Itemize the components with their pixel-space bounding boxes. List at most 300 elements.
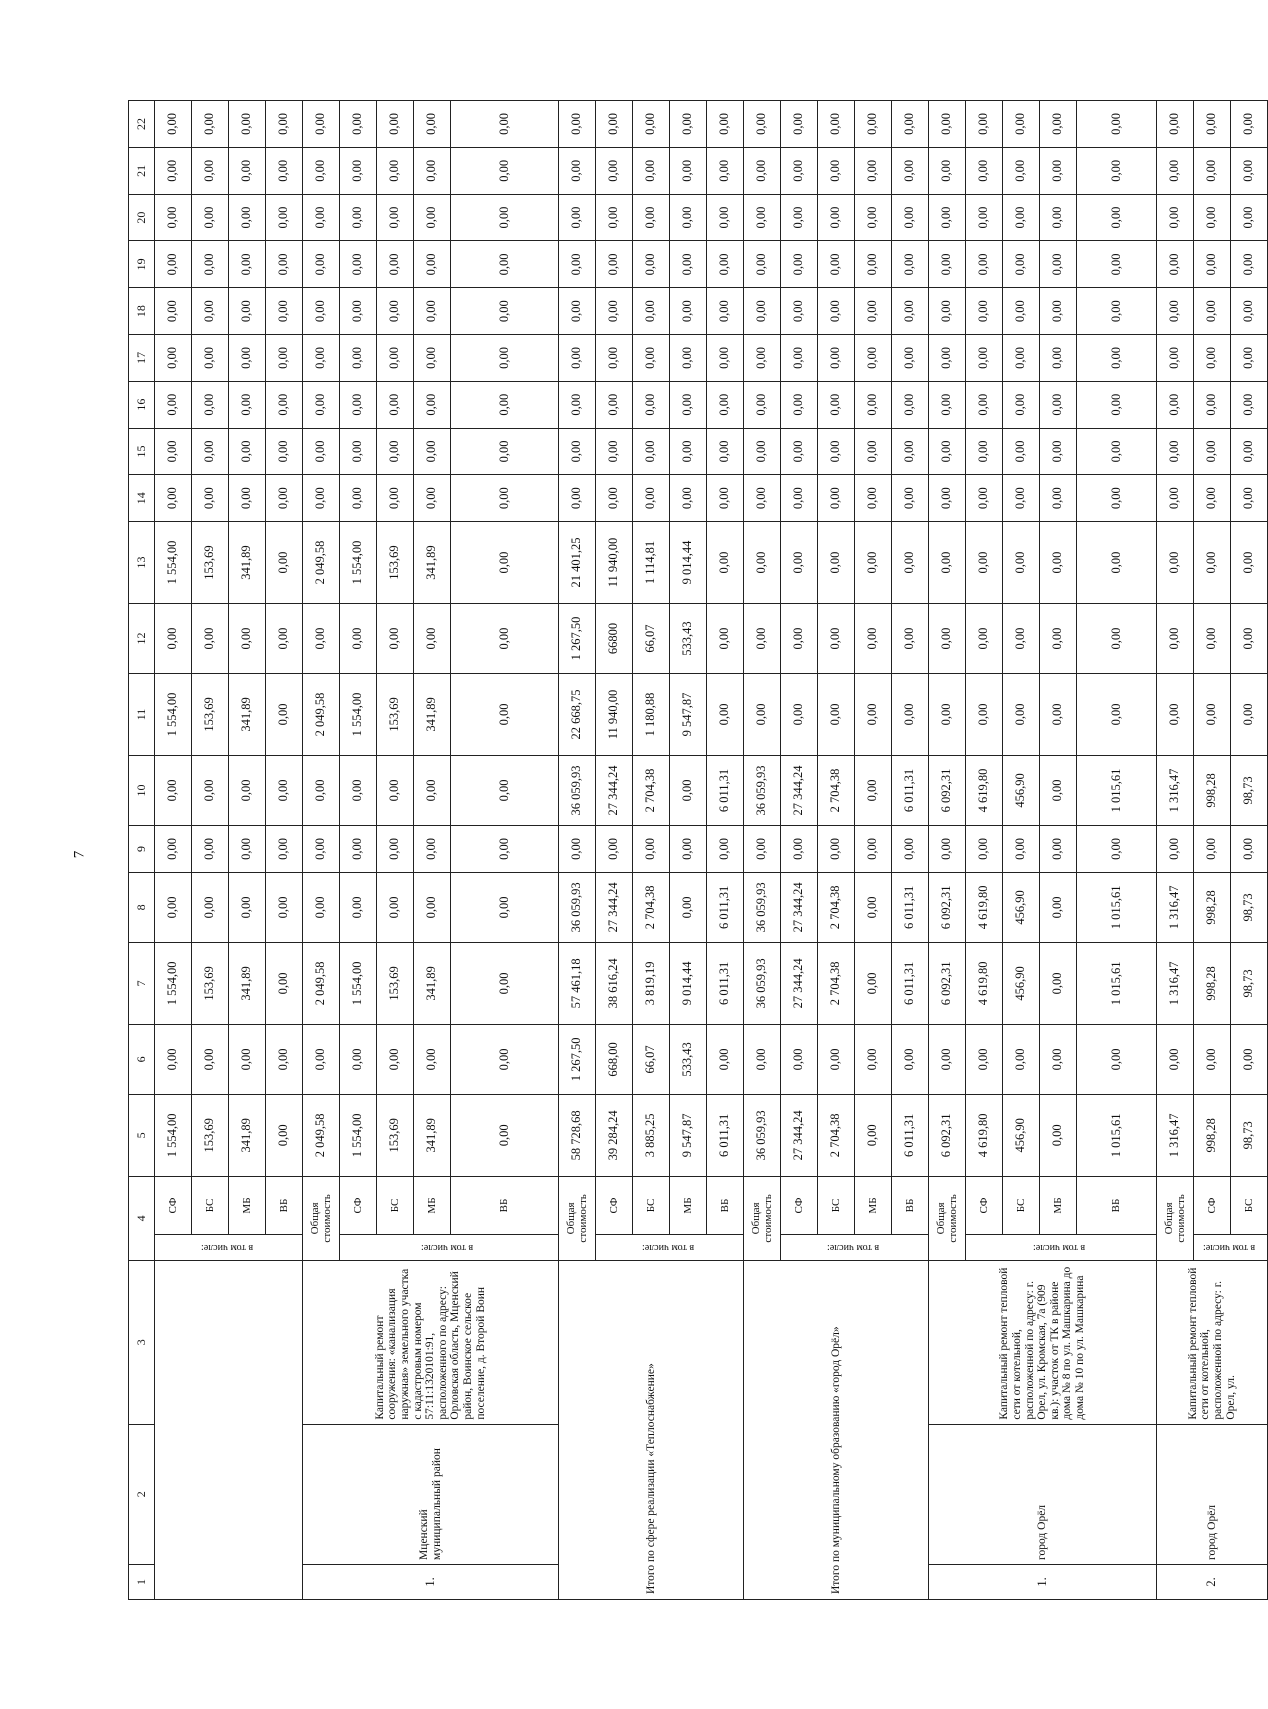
value-cell: 0,00: [451, 147, 559, 194]
value-cell: 0,00: [1040, 1094, 1077, 1176]
value-cell: 0,00: [707, 603, 744, 673]
value-cell: 0,00: [670, 194, 707, 241]
value-cell: 1 015,61: [1077, 872, 1157, 942]
value-cell: 1 015,61: [1077, 942, 1157, 1024]
district-name: Мценский муниципальный район: [303, 1424, 559, 1564]
value-cell: 0,00: [744, 147, 781, 194]
value-cell: 0,00: [303, 101, 340, 148]
value-cell: 341,89: [229, 1094, 266, 1176]
value-cell: 4 619,80: [966, 755, 1003, 825]
in-total-label: [340, 1235, 559, 1261]
value-cell: 0,00: [414, 872, 451, 942]
value-cell: 0,00: [781, 1024, 818, 1094]
value-cell: 0,00: [966, 147, 1003, 194]
value-cell: 0,00: [929, 522, 966, 604]
value-cell: 341,89: [414, 942, 451, 1024]
value-cell: 1 267,50: [559, 1024, 596, 1094]
value-cell: 0,00: [377, 101, 414, 148]
value-cell: 0,00: [266, 522, 303, 604]
value-cell: 0,00: [744, 428, 781, 475]
value-cell: 0,00: [1231, 335, 1268, 382]
funding-table: [128, 100, 1268, 1600]
value-cell: 0,00: [596, 826, 633, 873]
value-cell: 0,00: [155, 147, 192, 194]
value-cell: 0,00: [559, 241, 596, 288]
value-cell: 0,00: [377, 428, 414, 475]
value-cell: 0,00: [1077, 603, 1157, 673]
value-cell: 0,00: [670, 147, 707, 194]
value-cell: 0,00: [781, 522, 818, 604]
value-cell: 4 619,80: [966, 872, 1003, 942]
value-cell: 0,00: [1003, 241, 1040, 288]
value-cell: 0,00: [303, 288, 340, 335]
value-cell: 0,00: [340, 428, 377, 475]
value-cell: 0,00: [966, 101, 1003, 148]
header-number: 12: [129, 603, 155, 673]
value-cell: 341,89: [229, 522, 266, 604]
header-number: 20: [129, 194, 155, 241]
value-cell: 3 819,19: [633, 942, 670, 1024]
value-cell: 0,00: [966, 475, 1003, 522]
value-cell: 0,00: [1157, 381, 1194, 428]
value-cell: 6 011,31: [707, 872, 744, 942]
value-cell: 0,00: [1194, 522, 1231, 604]
value-cell: 22 668,75: [559, 674, 596, 756]
value-cell: 0,00: [1231, 288, 1268, 335]
value-cell: 0,00: [377, 147, 414, 194]
value-cell: 36 059,93: [744, 872, 781, 942]
value-cell: 0,00: [377, 241, 414, 288]
value-cell: 0,00: [266, 826, 303, 873]
value-cell: 1 554,00: [340, 674, 377, 756]
value-cell: 0,00: [1003, 603, 1040, 673]
value-cell: 341,89: [229, 674, 266, 756]
value-cell: 0,00: [1231, 147, 1268, 194]
value-cell: 58 728,68: [559, 1094, 596, 1176]
value-cell: 153,69: [192, 1094, 229, 1176]
value-cell: 0,00: [1157, 335, 1194, 382]
value-cell: 153,69: [192, 942, 229, 1024]
value-cell: 0,00: [303, 335, 340, 382]
value-cell: 0,00: [192, 288, 229, 335]
value-cell: 341,89: [414, 674, 451, 756]
value-cell: 0,00: [707, 1024, 744, 1094]
value-cell: 6 011,31: [892, 1094, 929, 1176]
value-cell: 0,00: [781, 241, 818, 288]
value-cell: 0,00: [192, 872, 229, 942]
header-number: 14: [129, 475, 155, 522]
value-cell: 0,00: [892, 147, 929, 194]
value-cell: 0,00: [414, 428, 451, 475]
value-cell: 0,00: [744, 1024, 781, 1094]
table-row: [929, 101, 966, 1600]
value-cell: 0,00: [559, 335, 596, 382]
value-cell: 0,00: [1040, 1024, 1077, 1094]
value-cell: 0,00: [266, 241, 303, 288]
value-cell: 0,00: [192, 1024, 229, 1094]
value-cell: 0,00: [744, 194, 781, 241]
value-cell: 6 092,31: [929, 755, 966, 825]
header-number: 3: [129, 1260, 155, 1424]
value-cell: 0,00: [1040, 428, 1077, 475]
header-number: 2: [129, 1424, 155, 1564]
value-cell: 0,00: [929, 194, 966, 241]
value-cell: 6 092,31: [929, 872, 966, 942]
value-cell: 0,00: [1157, 194, 1194, 241]
value-cell: 0,00: [1003, 381, 1040, 428]
value-cell: 0,00: [929, 241, 966, 288]
value-cell: 1 015,61: [1077, 1094, 1157, 1176]
value-cell: 0,00: [929, 101, 966, 148]
value-cell: 0,00: [781, 826, 818, 873]
value-cell: 0,00: [155, 241, 192, 288]
value-cell: 0,00: [855, 288, 892, 335]
value-cell: 0,00: [892, 1024, 929, 1094]
value-cell: 0,00: [1040, 674, 1077, 756]
value-cell: 6 092,31: [929, 942, 966, 1024]
value-cell: 0,00: [451, 1094, 559, 1176]
value-cell: 0,00: [818, 428, 855, 475]
funding-type: МБ: [229, 1176, 266, 1234]
value-cell: 0,00: [155, 475, 192, 522]
value-cell: 0,00: [1003, 475, 1040, 522]
header-number: 5: [129, 1094, 155, 1176]
value-cell: 1 316,47: [1157, 755, 1194, 825]
value-cell: 0,00: [1194, 194, 1231, 241]
value-cell: 2 049,58: [303, 674, 340, 756]
value-cell: 0,00: [707, 428, 744, 475]
value-cell: 0,00: [266, 428, 303, 475]
value-cell: 0,00: [559, 147, 596, 194]
value-cell: 0,00: [1040, 872, 1077, 942]
value-cell: 0,00: [781, 674, 818, 756]
value-cell: 0,00: [192, 826, 229, 873]
value-cell: 0,00: [633, 288, 670, 335]
value-cell: 0,00: [818, 603, 855, 673]
value-cell: 0,00: [781, 381, 818, 428]
value-cell: 0,00: [340, 826, 377, 873]
funding-type: Общая стоимость: [1157, 1176, 1194, 1260]
value-cell: 153,69: [377, 674, 414, 756]
value-cell: 98,73: [1231, 942, 1268, 1024]
value-cell: 0,00: [1194, 101, 1231, 148]
value-cell: 0,00: [892, 241, 929, 288]
value-cell: 0,00: [670, 755, 707, 825]
funding-type: БС: [1231, 1176, 1268, 1234]
value-cell: 998,28: [1194, 755, 1231, 825]
value-cell: 0,00: [192, 603, 229, 673]
header-number: 11: [129, 674, 155, 756]
value-cell: 9 547,87: [670, 674, 707, 756]
value-cell: 6 011,31: [707, 1094, 744, 1176]
value-cell: 0,00: [155, 603, 192, 673]
value-cell: 0,00: [1040, 942, 1077, 1024]
value-cell: 0,00: [303, 241, 340, 288]
funding-type: МБ: [414, 1176, 451, 1234]
value-cell: 0,00: [1231, 194, 1268, 241]
value-cell: 0,00: [377, 826, 414, 873]
value-cell: 0,00: [707, 381, 744, 428]
value-cell: 0,00: [1040, 603, 1077, 673]
project-description: Капитальный ремонт тепловой сети от котельной, расположенной по адресу: г. Орел, ул.: [1157, 1260, 1268, 1424]
value-cell: 6 011,31: [707, 755, 744, 825]
value-cell: 0,00: [818, 475, 855, 522]
value-cell: 0,00: [781, 194, 818, 241]
value-cell: 0,00: [633, 101, 670, 148]
value-cell: 0,00: [892, 428, 929, 475]
value-cell: 0,00: [559, 288, 596, 335]
value-cell: 0,00: [266, 147, 303, 194]
value-cell: 668,00: [596, 1024, 633, 1094]
value-cell: 0,00: [966, 522, 1003, 604]
value-cell: 0,00: [633, 241, 670, 288]
table-row: [744, 101, 781, 1600]
value-cell: 0,00: [1231, 428, 1268, 475]
value-cell: 0,00: [303, 194, 340, 241]
funding-type: МБ: [855, 1176, 892, 1234]
value-cell: 0,00: [377, 872, 414, 942]
value-cell: 0,00: [266, 475, 303, 522]
value-cell: 0,00: [377, 288, 414, 335]
value-cell: 0,00: [229, 428, 266, 475]
value-cell: 0,00: [929, 288, 966, 335]
value-cell: 2 704,38: [818, 942, 855, 1024]
value-cell: 1 316,47: [1157, 872, 1194, 942]
funding-type: БС: [633, 1176, 670, 1234]
value-cell: 9 014,44: [670, 522, 707, 604]
value-cell: 1 554,00: [155, 942, 192, 1024]
in-total-label: [781, 1235, 929, 1261]
in-total-label: [966, 1235, 1157, 1261]
value-cell: 0,00: [966, 1024, 1003, 1094]
in-total-text: в том числе:: [826, 1242, 879, 1254]
value-cell: 0,00: [1040, 194, 1077, 241]
value-cell: 0,00: [707, 475, 744, 522]
in-total-text: в том числе:: [1202, 1242, 1255, 1254]
value-cell: 0,00: [744, 101, 781, 148]
value-cell: 0,00: [192, 147, 229, 194]
header-number: 13: [129, 522, 155, 604]
value-cell: 0,00: [633, 335, 670, 382]
value-cell: 0,00: [303, 872, 340, 942]
value-cell: 2 704,38: [818, 1094, 855, 1176]
value-cell: 0,00: [781, 475, 818, 522]
value-cell: 0,00: [266, 101, 303, 148]
value-cell: 0,00: [855, 241, 892, 288]
funding-type: Общая стоимость: [744, 1176, 781, 1260]
value-cell: 0,00: [596, 288, 633, 335]
value-cell: 0,00: [266, 872, 303, 942]
header-number: 4: [129, 1176, 155, 1260]
value-cell: 0,00: [340, 241, 377, 288]
value-cell: 0,00: [596, 335, 633, 382]
value-cell: 0,00: [1231, 603, 1268, 673]
value-cell: 0,00: [1040, 101, 1077, 148]
value-cell: 0,00: [855, 755, 892, 825]
funding-type: ВБ: [892, 1176, 929, 1234]
value-cell: 0,00: [377, 755, 414, 825]
value-cell: 0,00: [929, 147, 966, 194]
value-cell: 0,00: [781, 288, 818, 335]
value-cell: 153,69: [377, 1094, 414, 1176]
value-cell: 0,00: [340, 475, 377, 522]
value-cell: 0,00: [559, 475, 596, 522]
value-cell: 0,00: [155, 194, 192, 241]
value-cell: 456,90: [1003, 1094, 1040, 1176]
value-cell: 0,00: [451, 194, 559, 241]
value-cell: 0,00: [818, 147, 855, 194]
value-cell: 1 554,00: [155, 1094, 192, 1176]
table-row: [559, 101, 596, 1600]
value-cell: 6 092,31: [929, 1094, 966, 1176]
value-cell: 66800: [596, 603, 633, 673]
row-number: 1.: [303, 1564, 559, 1599]
value-cell: 0,00: [929, 428, 966, 475]
value-cell: 0,00: [229, 147, 266, 194]
value-cell: 21 401,25: [559, 522, 596, 604]
value-cell: 4 619,80: [966, 942, 1003, 1024]
value-cell: 0,00: [155, 1024, 192, 1094]
header-number: 9: [129, 826, 155, 873]
value-cell: 0,00: [1077, 241, 1157, 288]
value-cell: 0,00: [451, 335, 559, 382]
rotated-sheet: [128, 100, 1256, 1600]
value-cell: 0,00: [1077, 381, 1157, 428]
funding-type: ВБ: [1077, 1176, 1157, 1234]
value-cell: 0,00: [707, 194, 744, 241]
value-cell: 0,00: [892, 475, 929, 522]
value-cell: 0,00: [1194, 147, 1231, 194]
value-cell: 0,00: [1040, 241, 1077, 288]
in-total-text: в том числе:: [641, 1242, 694, 1254]
value-cell: 98,73: [1231, 1094, 1268, 1176]
value-cell: 0,00: [1194, 241, 1231, 288]
value-cell: 0,00: [266, 1094, 303, 1176]
value-cell: 1 180,88: [633, 674, 670, 756]
value-cell: 0,00: [744, 522, 781, 604]
value-cell: 0,00: [303, 755, 340, 825]
value-cell: 0,00: [670, 335, 707, 382]
header-number: 8: [129, 872, 155, 942]
value-cell: 0,00: [303, 603, 340, 673]
funding-type: МБ: [670, 1176, 707, 1234]
value-cell: 0,00: [451, 475, 559, 522]
value-cell: 0,00: [596, 194, 633, 241]
value-cell: 1 554,00: [340, 1094, 377, 1176]
value-cell: 0,00: [892, 288, 929, 335]
table-body: [129, 101, 1268, 1600]
total-orel: Итого по муниципальному образованию «город Орёл»: [744, 1260, 929, 1599]
value-cell: 0,00: [1194, 335, 1231, 382]
value-cell: 0,00: [1157, 147, 1194, 194]
value-cell: 1 015,61: [1077, 755, 1157, 825]
value-cell: 0,00: [414, 194, 451, 241]
value-cell: 998,28: [1194, 942, 1231, 1024]
value-cell: 2 049,58: [303, 1094, 340, 1176]
value-cell: 0,00: [1194, 475, 1231, 522]
value-cell: 0,00: [633, 428, 670, 475]
value-cell: 0,00: [229, 288, 266, 335]
value-cell: 0,00: [818, 826, 855, 873]
value-cell: 0,00: [1231, 475, 1268, 522]
empty-cell: [155, 1260, 303, 1599]
header-number: 18: [129, 288, 155, 335]
value-cell: 456,90: [1003, 755, 1040, 825]
value-cell: 0,00: [855, 194, 892, 241]
funding-type: СФ: [781, 1176, 818, 1234]
value-cell: 0,00: [633, 147, 670, 194]
value-cell: 0,00: [1231, 522, 1268, 604]
district-name: город Орёл: [929, 1424, 1157, 1564]
value-cell: 0,00: [1003, 674, 1040, 756]
value-cell: 0,00: [670, 288, 707, 335]
table-row: [1157, 101, 1194, 1600]
district-name: город Орёл: [1157, 1424, 1268, 1564]
value-cell: 0,00: [1003, 147, 1040, 194]
value-cell: 0,00: [929, 381, 966, 428]
value-cell: 0,00: [781, 147, 818, 194]
value-cell: 0,00: [229, 381, 266, 428]
value-cell: 0,00: [414, 288, 451, 335]
value-cell: 0,00: [892, 826, 929, 873]
value-cell: 0,00: [340, 603, 377, 673]
header-number: 16: [129, 381, 155, 428]
header-number: 6: [129, 1024, 155, 1094]
value-cell: 0,00: [744, 381, 781, 428]
value-cell: 0,00: [1157, 101, 1194, 148]
value-cell: 0,00: [303, 475, 340, 522]
value-cell: 0,00: [377, 603, 414, 673]
value-cell: 0,00: [670, 241, 707, 288]
in-total-label: [1194, 1235, 1268, 1261]
value-cell: 0,00: [192, 101, 229, 148]
value-cell: 0,00: [818, 1024, 855, 1094]
value-cell: 36 059,93: [744, 755, 781, 825]
value-cell: 0,00: [229, 101, 266, 148]
value-cell: 0,00: [707, 826, 744, 873]
table-row: [303, 101, 340, 1600]
value-cell: 0,00: [266, 381, 303, 428]
funding-type: Общая стоимость: [559, 1176, 596, 1260]
value-cell: 0,00: [1077, 674, 1157, 756]
value-cell: 1 267,50: [559, 603, 596, 673]
value-cell: 0,00: [155, 335, 192, 382]
value-cell: 0,00: [670, 826, 707, 873]
value-cell: 0,00: [377, 1024, 414, 1094]
value-cell: 0,00: [1040, 335, 1077, 382]
value-cell: 0,00: [340, 101, 377, 148]
value-cell: 11 940,00: [596, 674, 633, 756]
value-cell: 27 344,24: [781, 872, 818, 942]
value-cell: 0,00: [670, 475, 707, 522]
value-cell: 0,00: [1077, 194, 1157, 241]
value-cell: 0,00: [1003, 428, 1040, 475]
funding-type: СФ: [340, 1176, 377, 1234]
value-cell: 0,00: [1003, 288, 1040, 335]
value-cell: 0,00: [451, 826, 559, 873]
value-cell: 0,00: [596, 475, 633, 522]
value-cell: 0,00: [414, 381, 451, 428]
value-cell: 0,00: [855, 826, 892, 873]
value-cell: 998,28: [1194, 1094, 1231, 1176]
value-cell: 0,00: [929, 826, 966, 873]
value-cell: 0,00: [1077, 522, 1157, 604]
value-cell: 98,73: [1231, 872, 1268, 942]
project-description: Капитальный ремонт тепловой сети от котельной, расположенной по адресу: г. Орел, ул. Кромская, 7а (909 кв.): участок от ТК в районе дома № 8 по ул. Машкарина до дома № 10 по ул. Машкарина: [929, 1260, 1157, 1424]
value-cell: 0,00: [340, 872, 377, 942]
value-cell: 0,00: [670, 428, 707, 475]
value-cell: 0,00: [855, 872, 892, 942]
